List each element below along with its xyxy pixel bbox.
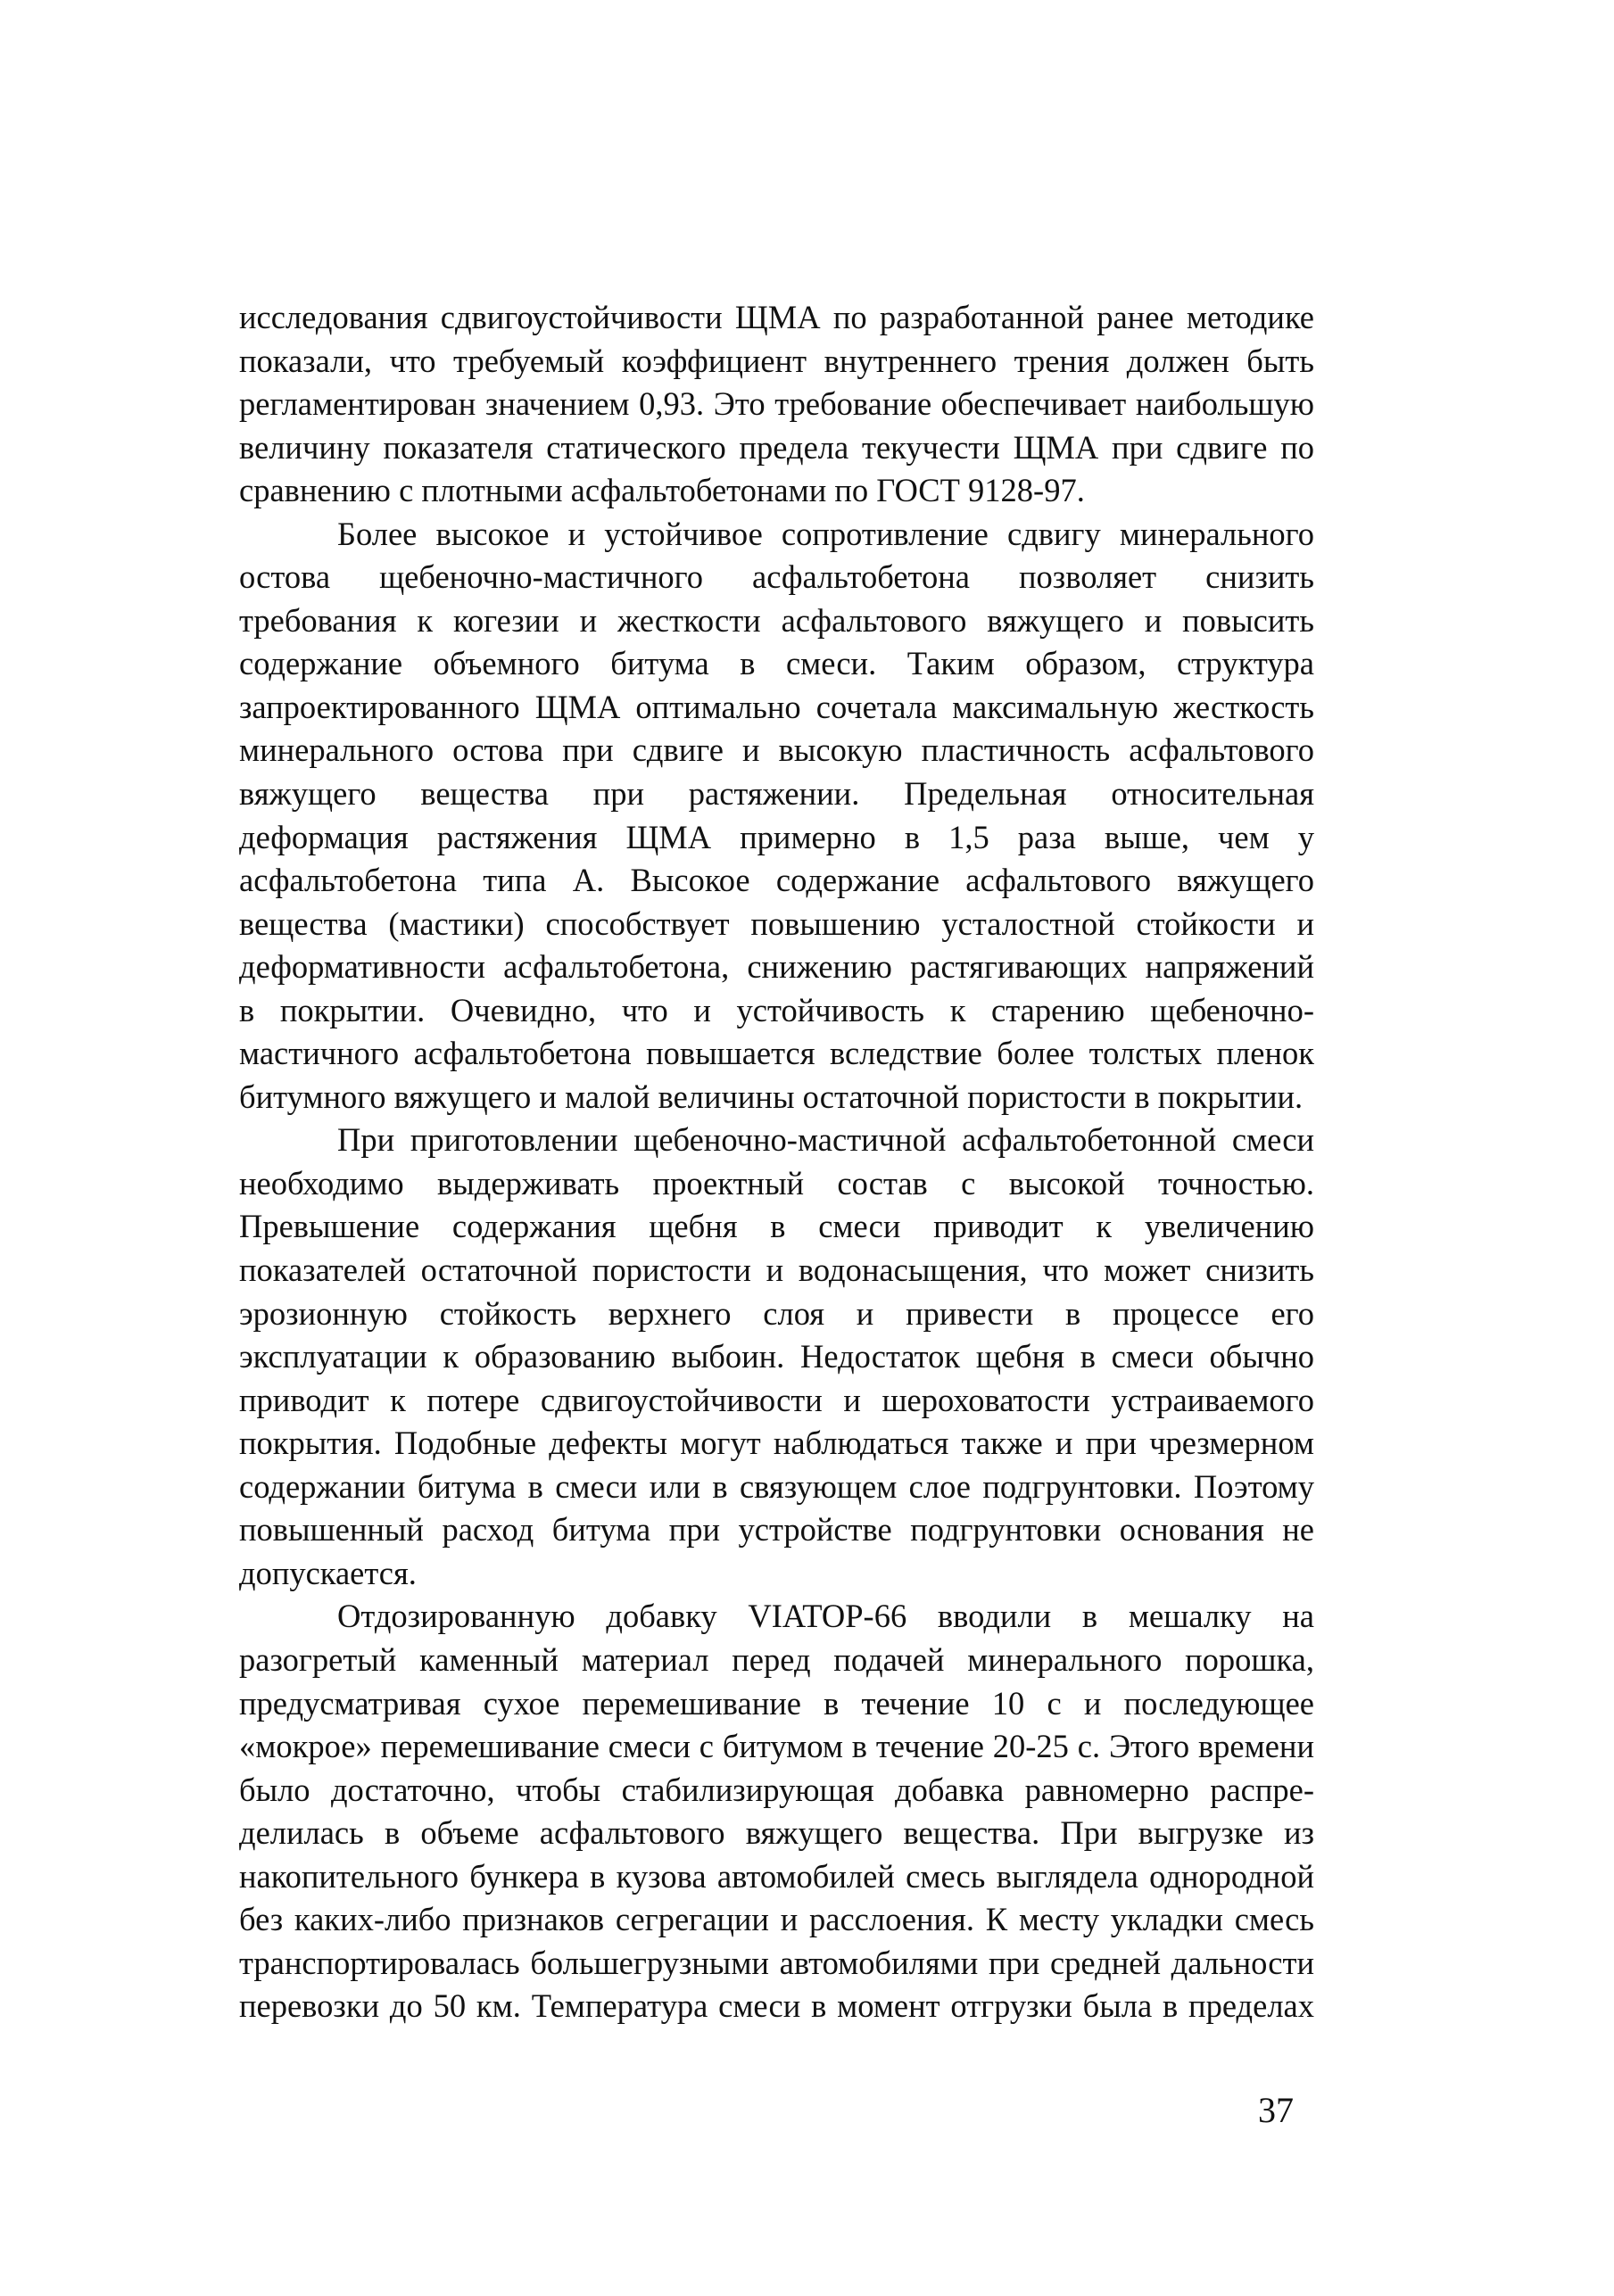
body-text xyxy=(239,296,1314,2028)
text-line: показали, что требуемый коэффициент внутреннего трения должен быть xyxy=(239,342,1314,379)
text-line: эрозионную стойкость верхнего слоя и привести в процессе его xyxy=(239,1294,1314,1332)
text-line: деформация растяжения ЩМА примерно в 1,5 раза выше, чем у xyxy=(239,818,1314,855)
text-line: величину показателя статического предела текучести ЩМА при сдвиге по xyxy=(239,428,1314,466)
text-line: запроектированного ЩМА оптимально сочетала максимальную жесткость xyxy=(239,688,1314,725)
paragraph-4 xyxy=(239,1595,1314,2028)
text-line: мастичного асфальтобетона повышается вследствие более толстых пленок xyxy=(239,1035,1314,1072)
text-line: транспортировалась большегрузными автомобилями при средней дальности xyxy=(239,1944,1314,1981)
text-line: Более высокое и устойчивое сопротивление сдвигу минерального xyxy=(337,515,1314,552)
text-line: эксплуатации к образованию выбоин. Недостаток щебня в смеси обычно xyxy=(239,1338,1314,1375)
text-line: повышенный расход битума при устройстве подгрунтовки основания не xyxy=(239,1511,1314,1549)
text-line: было достаточно, чтобы стабилизирующая добавка равномерно распре- xyxy=(239,1771,1314,1808)
text-line: перевозки до 50 км. Температура смеси в момент отгрузки была в пределах xyxy=(239,1987,1314,2025)
text-line: накопительного бункера в кузова автомобилей смесь выглядела однородной xyxy=(239,1857,1314,1895)
text-line: Отдозированную добавку VIATOP-66 вводили в мешалку на xyxy=(337,1598,1314,1635)
text-line: вещества (мастики) способствует повышению усталостной стойкости и xyxy=(239,904,1314,942)
text-line: деформативности асфальтобетона, снижению растягивающих напряжений xyxy=(239,948,1314,986)
text-line: показателей остаточной пористости и водонасыщения, что может снизить xyxy=(239,1251,1314,1289)
text-line: Превышение содержания щебня в смеси приводит к увеличению xyxy=(239,1208,1314,1245)
text-line: в покрытии. Очевидно, что и устойчивость к старению щебеночно- xyxy=(239,991,1314,1028)
text-line: приводит к потере сдвигоустойчивости и шероховатости устраиваемого xyxy=(239,1381,1314,1418)
page-number: 37 xyxy=(1258,2090,1294,2130)
paragraph-2 xyxy=(239,513,1314,1119)
text-line: разогретый каменный материал перед подачей минерального порошка, xyxy=(239,1640,1314,1678)
text-line: исследования сдвигоустойчивости ЩМА по разработанной ранее методике xyxy=(239,299,1314,335)
text-line: требования к когезии и жесткости асфальтового вяжущего и повысить xyxy=(239,601,1314,639)
text-line: необходимо выдерживать проектный состав с высокой точностью. xyxy=(239,1164,1314,1202)
text-line: битумного вяжущего и малой величины остаточной пористости в покрытии. xyxy=(239,1078,1304,1115)
text-line: сравнению с плотными асфальтобетонами по ГОСТ 9128-97. xyxy=(239,472,1085,509)
text-line: асфальтобетона типа А. Высокое содержание асфальтового вяжущего xyxy=(239,862,1314,899)
paragraph-3 xyxy=(239,1119,1314,1595)
text-line: без каких-либо признаков сегрегации и расслоения. К месту укладки смесь xyxy=(239,1901,1314,1938)
text-line: содержании битума в смеси или в связующем слое подгрунтовки. Поэтому xyxy=(239,1467,1314,1505)
paragraph-1 xyxy=(239,296,1314,513)
text-line: минерального остова при сдвиге и высокую пластичность асфальтового xyxy=(239,731,1314,769)
text-line: остова щебеночно-мастичного асфальтобетона позволяет снизить xyxy=(239,558,1314,596)
text-line: вяжущего вещества при растяжении. Предельная относительная xyxy=(239,775,1314,813)
text-line: содержание объемного битума в смеси. Таким образом, структура xyxy=(239,645,1314,682)
text-line: допускается. xyxy=(239,1554,417,1591)
text-line: покрытия. Подобные дефекты могут наблюдаться также и при чрезмерном xyxy=(239,1425,1314,1462)
text-line: «мокрое» перемешивание смеси с битумом в течение 20-25 с. Этого времени xyxy=(239,1728,1314,1765)
text-line: регламентирован значением 0,93. Это требование обеспечивает наибольшую xyxy=(239,385,1314,423)
text-line: делилась в объеме асфальтового вяжущего вещества. При выгрузке из xyxy=(239,1814,1314,1852)
text-line: предусматривая сухое перемешивание в течение 10 с и последующее xyxy=(239,1684,1314,1722)
text-line: При приготовлении щебеночно-мастичной асфальтобетонной смеси xyxy=(337,1121,1314,1159)
